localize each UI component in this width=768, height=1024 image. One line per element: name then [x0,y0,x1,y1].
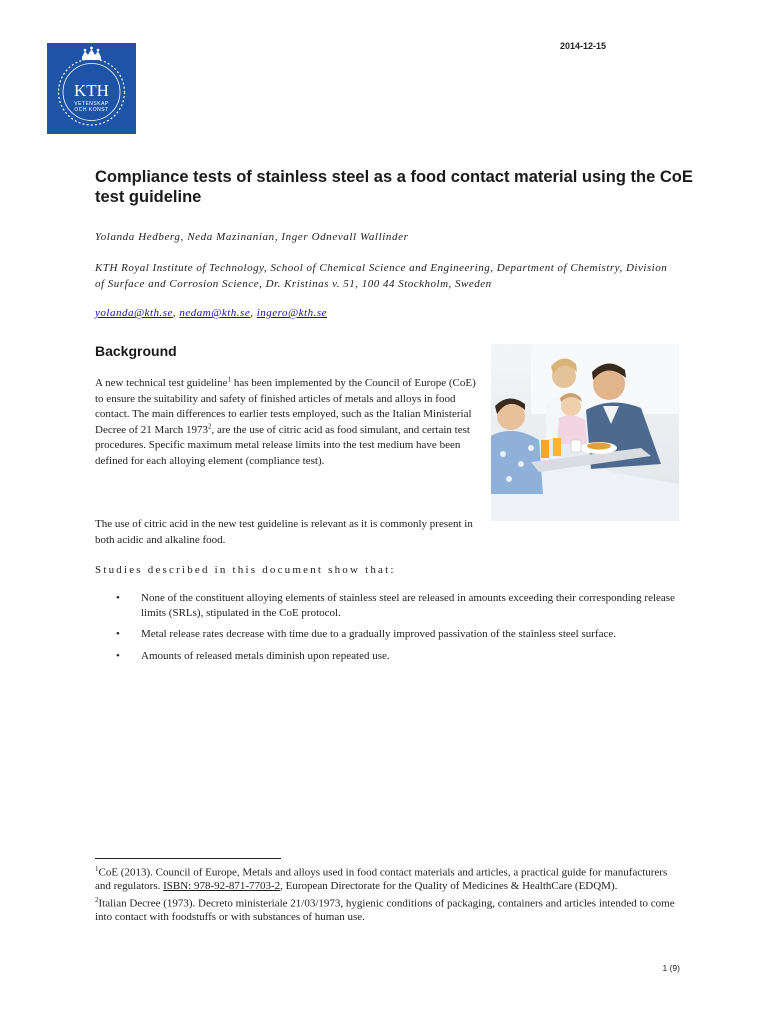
findings-intro: Studies described in this document show that: [95,564,396,576]
footnote-ref-2[interactable]: 2 [208,421,212,430]
kth-logo [47,43,136,134]
affiliation: KTH Royal Institute of Technology, School of Chemical Science and Engineering, Department of Chemistry, Division of Surface and Corrosion Science, Dr. Kristinas v. 51, 100 44 Stockholm, Sweden [95,262,668,290]
email-link-ingero[interactable]: ingero@kth.se [256,307,328,319]
document-title: Compliance tests of stainless steel as a food contact material using the CoE test guideline [95,168,693,206]
footnote-2-mark: 2 [95,895,99,904]
bullet-icon: • [116,628,120,640]
footnote-ref-1[interactable]: 1 [227,375,232,384]
logo-motto-2: OCH KONST [74,107,109,113]
list-item: • Metal release rates decrease with time due to a gradually improved passivation of the stainless steel surface. [116,628,616,640]
findings-list [95,591,685,670]
logo-text: KTH [74,81,109,100]
email-link-yolanda[interactable]: yolanda@kth.se [95,307,173,319]
email-separator: , [250,307,257,319]
background-paragraph-1: A new technical test guideline$^1$ has been implemented by the Council of Europe (CoE) to ensure the suitability and safety of finished articles of metals and alloys in food contact. The main differences to earlier tests employed, such as the Italian Ministerial Decree of 21 March 1973$^2$, are the use of citric acid as food simulant, and certain test procedures. Specific maximum metal release limits into the test medium have been defined for each alloying element (compliance test). [95,375,476,467]
footnote-divider [95,858,281,859]
list-item: • Amounts of released metals diminish upon repeated use. [116,649,390,662]
bullet-icon: • [116,592,120,604]
footnote-1: $^1$CoE (2013). Council of Europe, Metals and alloys used in food contact materials and articles, a practical guide for manufacturers and regulators. ISBN: 978-92-871-7703-2, European Directorate for the Quality of Medicines & HealthCare (EDQM). [95,865,668,893]
email-link-nedam[interactable]: nedam@kth.se [179,307,251,319]
page-number: 1 (9) [662,963,680,973]
kth-crest-icon [47,43,136,134]
footnotes [95,863,685,924]
bullet-icon: • [116,649,120,662]
list-item: • None of the constituent alloying elements of stainless steel are released in amounts exceeding their corresponding release limits (SRLs), stipulated in the CoE protocol. [116,592,675,619]
authors: Yolanda Hedberg, Neda Mazinanian, Inger Odnevall Wallinder [95,231,409,243]
email-list [95,307,495,319]
email-separator: , [172,307,180,319]
background-paragraph-2: The use of citric acid in the new test guideline is relevant as it is commonly present in both acidic and alkaline food. [95,518,473,546]
document-date: 2014-12-15 [559,41,606,51]
logo-motto-1: VETENSKAP [74,101,109,107]
footnote-1-mark: 1 [95,865,99,873]
footnote-2: $^2$Italian Decree (1973). Decreto ministeriale 21/03/1973, hygienic conditions of packaging, containers and articles intended to come into contact with foodstuffs or with substances of human use. [95,895,675,923]
section-heading-background: Background [95,343,177,359]
family-breakfast-photo [491,344,679,521]
isbn-link[interactable]: ISBN: 978-92-871-7703-2 [163,880,281,893]
